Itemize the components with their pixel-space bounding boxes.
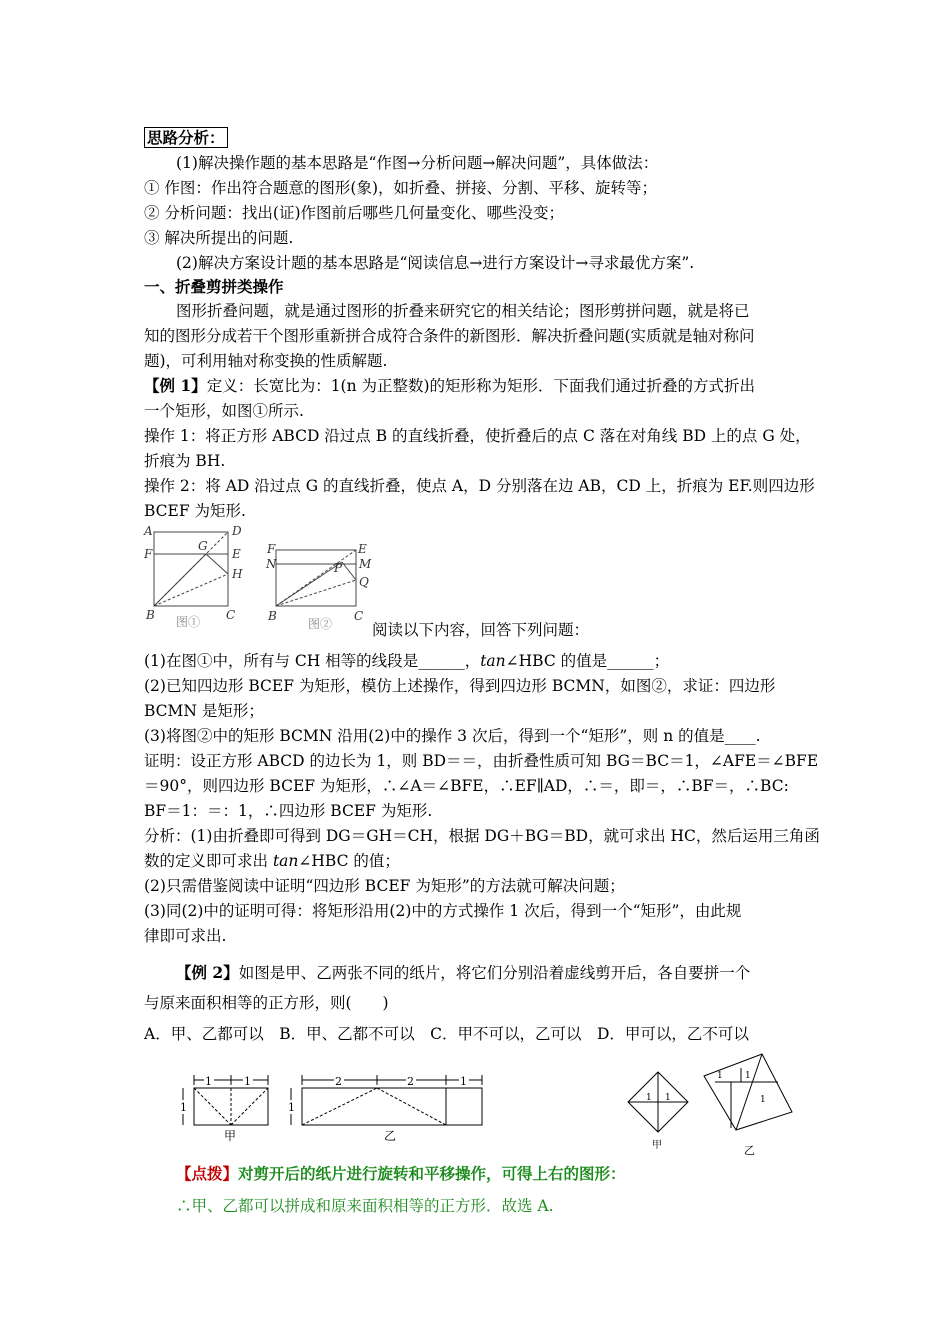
figure-2-caption: 图② <box>308 617 333 631</box>
figure-yi <box>288 1070 488 1146</box>
example1-line <box>144 376 755 396</box>
crease-bq <box>276 580 356 606</box>
label-p: P <box>334 561 343 575</box>
hint-text: 对剪开后的纸片进行旋转和平移操作，可得上右的图形： <box>238 1164 626 1183</box>
label-g: G <box>198 539 208 553</box>
figure-reassembled <box>620 1050 800 1160</box>
hint-line <box>176 1164 626 1184</box>
jia-dim-top-left: 1 <box>205 1075 212 1088</box>
yi-square-mark: 1 <box>745 1071 751 1081</box>
text-line: 与原来面积相等的正方形，则( ) <box>144 994 389 1012</box>
text-line: (2)只需借鉴阅读中证明“四边形 BCEF 为矩形”的方法就可解决问题； <box>144 877 625 895</box>
analysis-line <box>144 851 400 871</box>
analysis-text: 数的定义即可求出 <box>144 852 273 870</box>
question-1-text: (1)在图①中，所有与 CH 相等的线段是______， <box>144 652 481 670</box>
text-line: 操作 1：将正方形 ABCD 沿过点 B 的直线折叠，使折叠后的点 C 落在对角线 BD 上的点 G 处， <box>144 427 811 445</box>
yi-square-mark: 1 <box>760 1095 766 1105</box>
text-line: ③ 解决所提出的问题. <box>144 229 294 247</box>
jia-dim-side: 1 <box>180 1101 187 1114</box>
segment-pq <box>342 562 356 580</box>
conclusion: ∴甲、乙都可以拼成和原来面积相等的正方形．故选 A. <box>176 1197 554 1215</box>
crease-bh <box>154 574 228 606</box>
segment-gh <box>206 554 228 574</box>
label-e: E <box>232 547 241 561</box>
text-line: ② 分析问题：找出(证)作图前后哪些几何量变化、哪些没变； <box>144 204 565 222</box>
text-line: 折痕为 BH. <box>144 452 226 470</box>
text-line: BCMN 是矩形； <box>144 702 264 720</box>
tan-symbol: tan∠ <box>272 852 312 870</box>
text-line: 操作 2：将 AD 沿过点 G 的直线折叠，使点 A，D 分别落在边 AB，CD 上，折痕为 EF.则四边形 <box>144 477 815 495</box>
example2-line <box>176 963 750 983</box>
yi-dim-1: 2 <box>335 1075 342 1088</box>
yi-rectangle <box>302 1088 482 1125</box>
tan-symbol: tan∠ <box>480 652 519 670</box>
text-line: 分析：(1)由折叠即可得到 DG＝GH＝CH，根据 DG＋BG＝BD，就可求出 HC，然后运用三角函 <box>144 827 820 845</box>
label-a: A <box>144 524 153 538</box>
figure-jia <box>180 1070 276 1146</box>
subsection-heading: 一、折叠剪拼类操作 <box>144 277 284 296</box>
example1-text: 定义：长宽比为：1(n 为正整数)的矩形称为矩形．下面我们通过折叠的方式折出 <box>206 377 756 395</box>
figure-1 <box>140 522 255 632</box>
label-n: N <box>266 557 277 571</box>
figure-1-caption: 图① <box>176 615 201 629</box>
label-h: H <box>232 567 243 581</box>
example2-tag: 【例 2】 <box>176 963 239 982</box>
yi-square <box>704 1054 792 1130</box>
text-line: (1)解决操作题的基本思路是“作图→分析问题→解决问题”，具体做法： <box>176 154 659 172</box>
text-line: (3)将图②中的矩形 BCMN 沿用(2)中的操作 3 次后，得到一个“矩形”，则 n 的值是____. <box>144 727 761 745</box>
example1-tag: 【例 1】 <box>144 376 207 395</box>
yi-caption: 乙 <box>384 1129 397 1143</box>
question-1 <box>144 651 669 671</box>
segment-bp <box>276 562 342 606</box>
label-f: F <box>267 542 276 556</box>
text-line: 题)，可利用轴对称变换的性质解题. <box>144 352 388 370</box>
text-line: BF＝1：＝：1，∴四边形 BCEF 为矩形. <box>144 802 433 820</box>
yi-square-caption: 乙 <box>744 1144 755 1157</box>
text-line: ＝90°，则四边形 BCEF 为矩形，∴∠A＝∠BFE，∴EF∥AD，∴＝，即＝，∴BF＝，∴BC: <box>144 777 789 795</box>
hint-tag: 【点拨】 <box>176 1164 239 1183</box>
text-line: 一个矩形，如图①所示. <box>144 402 304 420</box>
analysis-text-end: HBC 的值； <box>311 852 400 870</box>
section-heading <box>144 128 228 148</box>
label-d: D <box>232 524 242 538</box>
label-m: M <box>359 557 372 571</box>
label-c: C <box>226 608 236 622</box>
text-line: (2)已知四边形 BCEF 为矩形，模仿上述操作，得到四边形 BCMN，如图②，求证：四边形 <box>144 677 776 695</box>
yi-dim-3: 1 <box>460 1075 467 1088</box>
text-line: 阅读以下内容，回答下列问题： <box>372 621 590 639</box>
text-line: BCEF 为矩形. <box>144 502 246 520</box>
jia-dim-top-right: 1 <box>244 1075 251 1088</box>
text-line: 证明：设正方形 ABCD 的边长为 1，则 BD＝＝，由折叠性质可知 BG＝BC＝1，∠AFE＝∠BFE <box>144 752 819 770</box>
jia-square-caption: 甲 <box>652 1140 662 1151</box>
figure-2 <box>262 540 372 634</box>
text-line: 知的图形分成若干个图形重新拼合成符合条件的新图形．解决折叠问题(实质就是轴对称问 <box>144 327 755 345</box>
text-line: ① 作图：作出符合题意的图形(象)，如折叠、拼接、分割、平移、旋转等； <box>144 179 658 197</box>
text-line: (2)解决方案设计题的基本思路是“阅读信息→进行方案设计→寻求最优方案”. <box>176 254 695 272</box>
example2-text: 如图是甲、乙两张不同的纸片，将它们分别沿着虚线剪开后，各自要拼一个 <box>238 964 751 982</box>
answer-options: A．甲、乙都可以 B．甲、乙都不可以 C．甲不可以，乙可以 D．甲可以，乙不可以 <box>144 1025 749 1043</box>
label-b: B <box>146 608 155 622</box>
yi-square-mark: 1 <box>717 1071 723 1081</box>
text-line: 图形折叠问题，就是通过图形的折叠来研究它的相关结论；图形剪拼问题，就是将已 <box>176 302 750 320</box>
jia-caption: 甲 <box>224 1129 237 1143</box>
jia-square-mark: 1 <box>646 1093 652 1103</box>
label-e: E <box>358 542 367 556</box>
label-q: Q <box>359 575 369 589</box>
text-line: (3)同(2)中的证明可得：将矩形沿用(2)中的方式操作 1 次后，得到一个“矩形”，由此规 <box>144 902 742 920</box>
label-c: C <box>354 609 364 623</box>
text-line: 律即可求出. <box>144 927 227 945</box>
segment-bg <box>154 554 206 606</box>
yi-dim-side: 1 <box>288 1101 295 1114</box>
label-f: F <box>144 547 153 561</box>
question-1-text-end: HBC 的值是______； <box>518 652 670 670</box>
jia-square-mark: 1 <box>665 1093 671 1103</box>
section-heading-text: 思路分析： <box>144 127 228 148</box>
label-b: B <box>268 609 277 623</box>
yi-dim-2: 2 <box>407 1075 414 1088</box>
